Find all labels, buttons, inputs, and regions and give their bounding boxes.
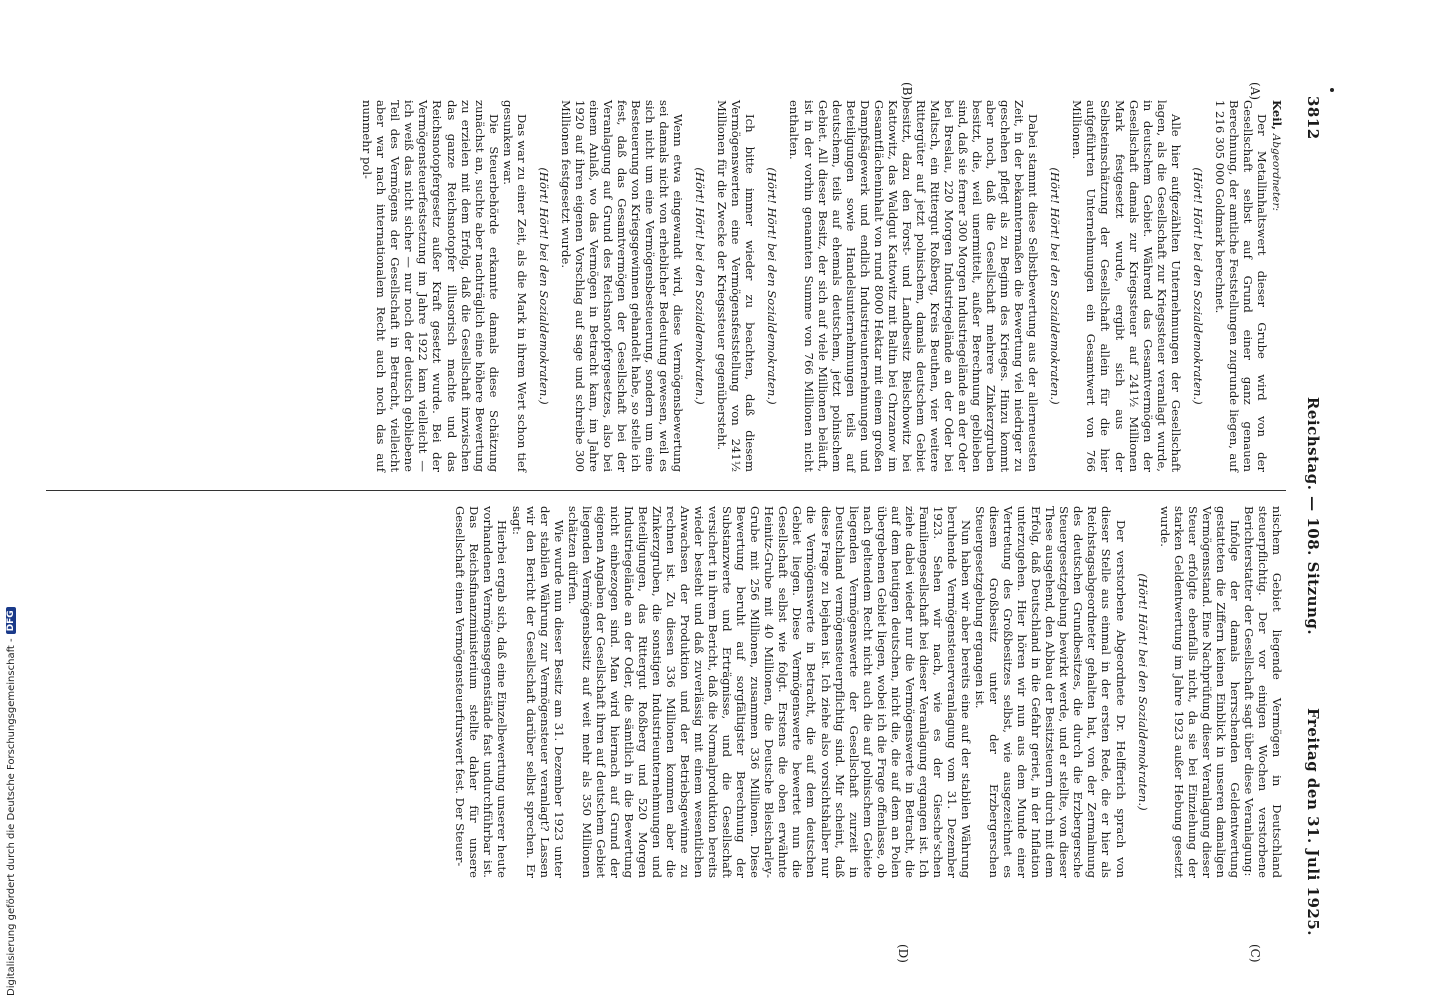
interjection: (Hört! Hört! bei den Sozialdemokraten.) [765, 167, 780, 405]
margin-marker-d: (D) [896, 944, 910, 963]
paragraph: Ich bitte immer wieder zu beachten, daß diesem Vermögenswerten eine Vermögensfeststellung von 241½ Millionen für die Zwecke der Kriegssteuer gegenübersteht. [715, 100, 758, 472]
paragraph: Wie wurde nun dieser Besitz am 31. Dezember 1923 unter der stabilen Währung zur Vermögensteuer veranlagt? Lassen wir den Bericht der Gesellschaft darüber selbst sprechen. Er sagt: [509, 506, 566, 878]
digitization-footer [4, 0, 18, 996]
dfg-logo: DFG [6, 607, 16, 634]
scan-dot-mark [1330, 88, 1334, 92]
footer-text: Digitalisierung gefördert durch die Deutsche Forschungsgemeinschaft - [5, 638, 17, 996]
page-header [1300, 96, 1322, 936]
margin-marker-c: (C) [1248, 944, 1262, 963]
speaker-role: Abgeordneter: [1270, 133, 1282, 212]
paragraph: nischem Gebiet liegende Vermögen in Deutschland steuerpflichtig. Der vor einigen Wochen verstorbene Berichterstatter der Gesellschaft sagt über diese Veranlagung: [1241, 506, 1284, 878]
interjection: (Hört! Hört! bei den Sozialdemokraten.) [1190, 167, 1205, 405]
interjection: (Hört! Hört! bei den Sozialdemokraten.) [693, 167, 708, 405]
paragraph: Alle hier aufgezählten Unternehmungen der Gesellschaft lagen, als die Gesellschaft zur Kriegssteuer veranlagt wurde, in deutschem Gebiet. Während das Gesamtvermögen der Gesellschaft damals zur Kriegssteuer auf 241½ Millionen Mark festgesetzt wurde, ergibt sich aus der Selbsteinschätzung der Gesellschaft allein für die hier aufgeführten Unternehmungen ein Gesamtwert von 766 Millionen. [1070, 100, 1183, 472]
interjection: (Hört! Hört! bei den Sozialdemokraten.) [1135, 573, 1150, 811]
interjection: (Hört! Hört! bei den Sozialdemokraten.) [1048, 167, 1063, 405]
page-number: 3812 [1304, 96, 1322, 140]
left-column [360, 100, 1284, 472]
column-divider [46, 490, 1286, 491]
quoted-paragraph: Infolge der damals herrschenden Geldentwertung gestatteten die Ziffern keinen Einblick in unseren damaligen Vermögensstand. Eine Nachprüfung dieser Veranlagung dieser Steuer erfolgte ebenfalls nicht, da sie bei Einziehung der starken Geldentwertung im Jahre 1923 außer Hebung gesetzt wurde. [1157, 506, 1242, 878]
interjection: (Hört! Hört! bei den Sozialdemokraten.) [536, 167, 551, 405]
speaker-line [1269, 100, 1284, 472]
paragraph: Nun haben wir aber bereits eine auf der stabilen Währung beruhende Vermögensteuerveranlagung vom 31. Dezember 1923. Sehen wir nach, wie es der Giesche'schen Familiengesellschaft bei dieser Veranlagung ergangen ist. Ich ziehe dabei wieder nur die Vermögenswerte in Betracht, die auf dem heutigen deutschen, nicht die, die auf dem an Polen übergebenen Gebiet liegen, wobei ich die Frage offenlasse, ob nach geltendem Recht nicht auch die auf polnischem Gebiete liegenden Vermögenswerte der Gesellschaft zurzeit in Deutschland vermögensteuerpflichtig sind. Mir scheint, daß diese Frage zu bejahen ist. Ich ziehe also vorsichtshalber nur die Vermögenswerte in Betracht, die auf dem deutschen Gebiet liegen. Diese Vermögenswerte bewertet nun die Gesellschaft selbst wie folgt. Erstens die oben erwähnte Heinitz-Grube mit 40 Millionen, die Deutsche Bleischarley-Grube mit 256 Millionen, zusammen 336 Millionen. Diese Bewertung beruht auf sorgfältigster Berechnung der Substanzwerte und Erträgnisse, und die Gesellschaft versichert in ihrem Bericht, daß die Normalproduktion bereits wieder besteht und daß zuverlässig mit einem wesentlichen Anwachsen der Produktion und der Betriebsgewinne zu rechnen ist. Zu diesen 336 Millionen kommen aber die Zinkerzgruben, die sonstigen Industrieunternehmungen und Beteiligungen, das Rittergut Roßberg und 520 Morgen Industriegelände an der Oder, die sämtlich in die Bewertung nicht einbezogen sind. Man wird hiernach auf Grund der eigenen Angaben der Gesellschaft ihren auf deutschem Gebiet liegenden Vermögensbesitz auf weit mehr als 350 Millionen schätzen dürfen. [565, 506, 974, 878]
paragraph: Das war zu einer Zeit, als die Mark in ihrem Wert schon tief gesunken war. [500, 100, 529, 472]
paragraph: Dabei stammt diese Selbstbewertung aus der allerneuesten Zeit, in der bekanntermaßen die Bewertung viel niedriger zu geschehen pflegt als zu Beginn des Krieges. Hinzu kommt aber noch, daß die Gesellschaft mehrere Zinkerzgruben besitzt, die, weil unermittelt, außer Berechnung geblieben sind, daß sie ferner 300 Morgen Industriegelände an der Oder bei Breslau, 220 Morgen Industriegelände an der Oder bei Maltsch, ein Rittergut Roßberg, Kreis Beuthen, vier weitere Rittergüter auf jetzt polnischem, damals deutschem Gebiet besitzt, dazu den Forst- und Landbesitz Bielschowitz bei Kattowitz, das Waldgut Kattowitz mit Baltin bei Chrzanow im Gesamtflächeninhalt von rund 8000 Hektar mit einem großen Dampfsägewerk und endlich Industrieunternehmungen und Beteiligungen sowie Handelsunternehmungen teils auf deutschem, teils auf ehemals deutschem, jetzt polnischem Gebiet. All dieser Besitz, der sich auf viele Millionen beläuft, ist in der vorhin genannten Summe von 766 Millionen nicht enthalten. [787, 100, 1041, 472]
paragraph: Der Metallinhaltswert dieser Grube wird von der Gesellschaft selbst auf Grund einer ganz genauen Berechnung, der amtliche Feststellungen zugrunde liegen, auf 1 216 305 000 Goldmark berechnet. [1212, 100, 1269, 472]
paragraph: Der verstorbene Abgeordnete Dr. Helfferich sprach von dieser Stelle aus einmal in der ersten Rede, die er hier als Reichstagsabgeordneter gehalten hat, von der Zermalmung des deutschen Grundbesitzes, die durch die Erzbergersche Steuergesetzgebung bewirkt werde, und er stellte, von dieser These ausgehend, den Abbau der Besitzsteuern durch mit dem Erfolg, daß Deutschland in die Gefahr geriet, in der Inflation unterzugehen. Hier hören wir nun aus dem Munde einer Vertretung des Großbesitzes selbst, wie ausgezeichnet es diesem Großbesitz unter der Erzbergerschen Steuergesetzgebung ergangen ist. [973, 506, 1128, 878]
paragraph: Wenn etwa eingewandt wird, diese Vermögensbewertung sei damals nicht von erheblicher Bedeutung gewesen, weil es sich nicht um eine Vermögensbesteuerung, sondern um eine Besteuerung von Kriegsgewinnen gehandelt habe, so stelle ich fest, daß das Gesamtvermögen der Gesellschaft bei der Veranlagung auf Grund des Reichsnotopfergesetzes, also bei einem Anlaß, wo das Vermögen in Betracht kam, im Jahre 1920 auf ihren eigenen Vorschlag auf sage und schreibe 300 Millionen festgesetzt wurde. [558, 100, 686, 472]
paragraph: Die Steuerbehörde erkannte damals diese Schätzung zunächst an, suchte aber nachträglich eine höhere Bewertung zu erzielen mit dem Erfolg, daß die Gesellschaft inzwischen das ganze Reichsnotopfer illusorisch machte und das Reichsnotopfergesetz außer Kraft gesetzt wurde. Bei der Vermögensteuerfestsetzung im Jahre 1922 kam vielleicht — ich weiß das nicht sicher — nur noch der deutsch gebliebene Teil des Vermögens der Gesellschaft in Betracht, vielleicht aber war nach internationalem Recht auch noch das auf nunmehr pol- [360, 100, 501, 472]
right-column [453, 506, 1284, 878]
margin-marker-b: (B) [900, 82, 914, 101]
speaker-name: Keil, [1270, 100, 1284, 131]
quoted-paragraph: Hierbei ergab sich, daß eine Einzelbewertung unserer heute vorhandenen Vermögensgegenstände fast undurchführbar ist. Das Reichsfinanzministerium stellte daher für unsere Gesellschaft einen Vermögensteuerfurswert fest. Der Steuer- [453, 506, 510, 878]
session-title: Reichstag. — 108. Sitzung. [1304, 396, 1322, 636]
session-date: Freitag den 31. Juli 1925. [1304, 708, 1322, 936]
margin-marker-a: (A) [1248, 82, 1262, 101]
